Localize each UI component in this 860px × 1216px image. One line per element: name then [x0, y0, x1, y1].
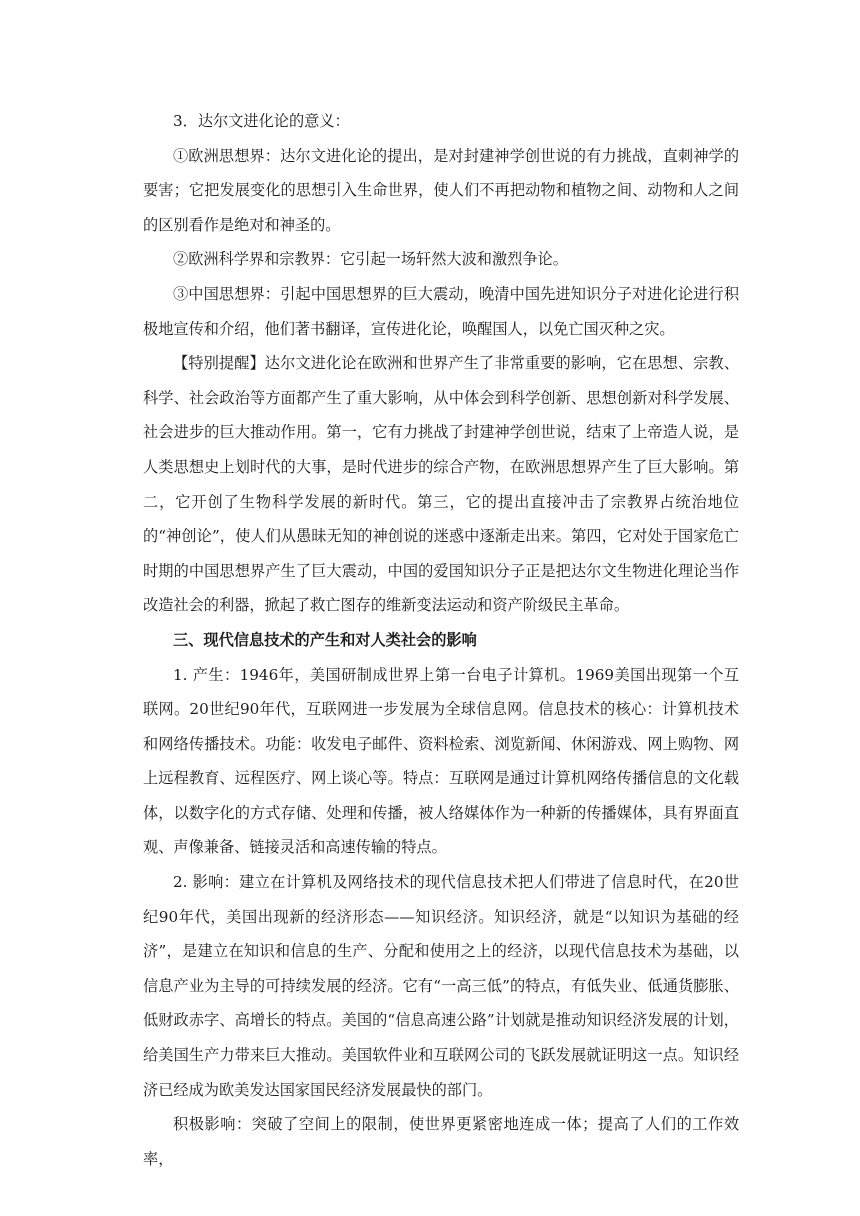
paragraph-info-tech-origin: 1. 产生：1946年，美国研制成世界上第一台电子计算机。1969美国出现第一个互联网。20世纪90年代，互联网进一步发展为全球信息网。信息技术的核心：计算机技术和网络传播技术。功能：收发电子邮件、资料检索、浏览新闻、休闲游戏、网上购物、网上远程教育、远程医疗、网上谈心等。特点：互联网是通过计算机网络传播信息的文化载体，以数字化的方式存储、处理和传播，被人络媒体作为一种新的传播媒体，具有界面直观、声像兼备、链接灵活和高速传输的特点。: [143, 665, 739, 857]
paragraph-chinese-thought: ③中国思想界：引起中国思想界的巨大震动，晚清中国先进知识分子对进化论进行积极地宣传和介绍，他们著书翻译，宣传进化论，唤醒国人，以免亡国灭种之灾。: [143, 284, 739, 338]
section-heading-info-tech: 三、现代信息技术的产生和对人类社会的影响: [173, 630, 477, 649]
page-body: [143, 104, 739, 1176]
paragraph-science-religion: ②欧洲科学界和宗教界：它引起一场轩然大波和激烈争论。: [173, 250, 568, 269]
paragraph-positive-impact: 积极影响：突破了空间上的限制，使世界更紧密地连成一体；提高了人们的工作效率，: [143, 1115, 739, 1168]
paragraph-european-thought: ①欧洲思想界：达尔文进化论的提出，是对封建神学创世说的有力挑战，直刺神学的要害；它把发展变化的思想引入生命世界，使人们不再把动物和植物之间、动物和人之间的区别看作是绝对和神圣的。: [143, 146, 739, 234]
paragraph-info-tech-impact: 2. 影响：建立在计算机及网络技术的现代信息技术把人们带进了信息时代，在20世纪90年代，美国出现新的经济形态——知识经济。知识经济，就是“以知识为基础的经济”，是建立在知识和信息的生产、分配和使用之上的经济，以现代信息技术为基础，以信息产业为主导的可持续发展的经济。它有“一高三低”的特点，有低失业、低通货膨胀、低财政赤字、高增长的特点。美国的“信息高速公路”计划就是推动知识经济发展的计划，给美国生产力带来巨大推动。美国软件业和互联网公司的飞跃发展就证明这一点。知识经济已经成为欧美发达国家国民经济发展最快的部门。: [143, 873, 739, 1099]
paragraph-special-reminder: 【特别提醒】达尔文进化论在欧洲和世界产生了非常重要的影响，它在思想、宗教、科学、社会政治等方面都产生了重大影响，从中体会到科学创新、思想创新对科学发展、社会进步的巨大推动作用。第一，它有力挑战了封建神学创世说，结束了上帝造人说，是人类思想史上划时代的大事，是时代进步的综合产物，在欧洲思想界产生了巨大影响。第二，它开创了生物科学发展的新时代。第三，它的提出直接冲击了宗教界占统治地位的“神创论”，使人们从愚昧无知的神创说的迷惑中逐渐走出来。第四，它对处于国家危亡时期的中国思想界产生了巨大震动，中国的爱国知识分子正是把达尔文生物进化理论当作改造社会的利器，掀起了救亡图存的维新变法运动和资产阶级民主革命。: [143, 354, 739, 615]
subsection-title-darwin-significance: 3．达尔文进化论的意义：: [173, 112, 350, 130]
